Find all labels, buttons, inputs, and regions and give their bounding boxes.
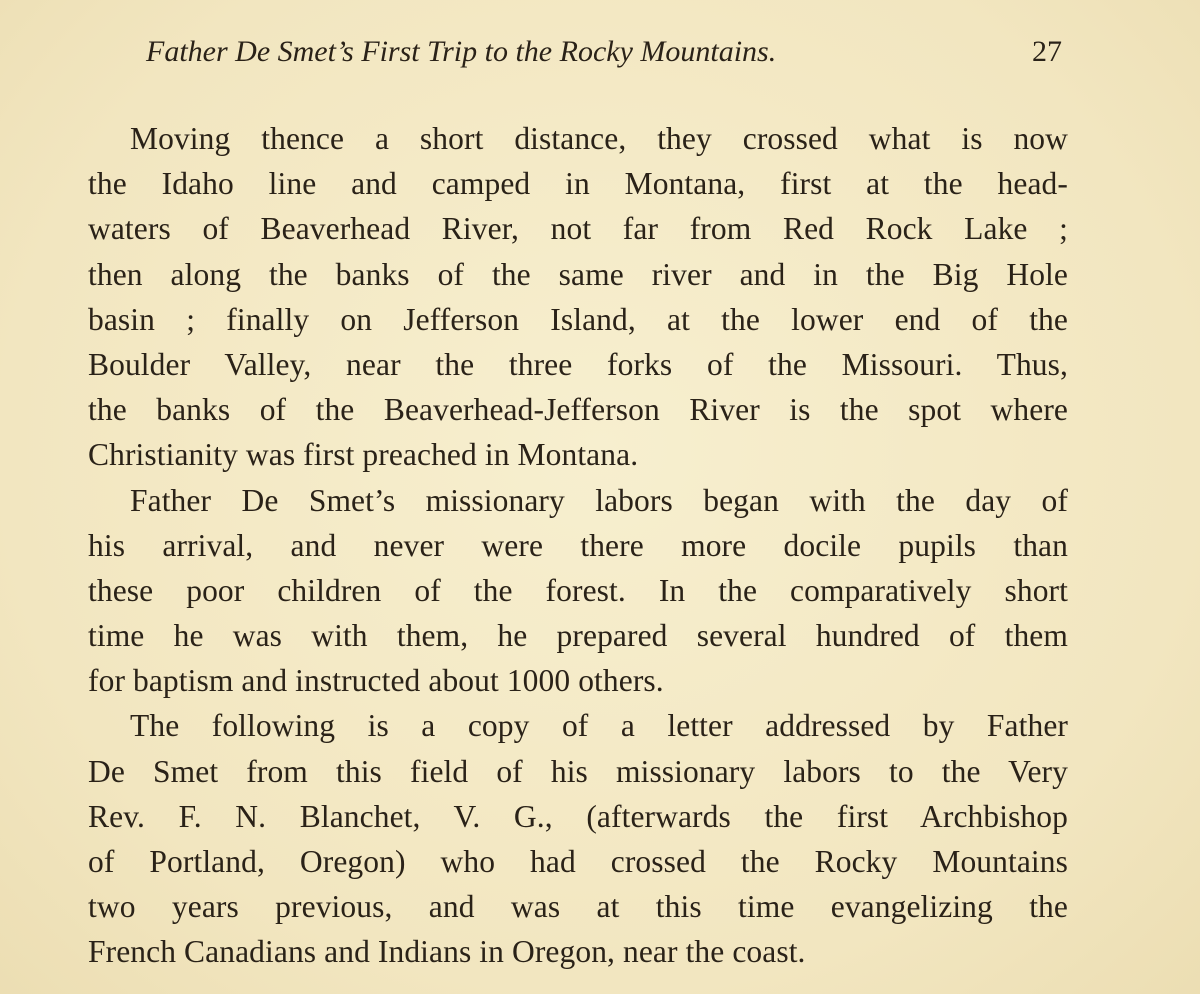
text-line: Rev. F. N. Blanchet, V. G., (afterwards the first Archbishop bbox=[88, 798, 1068, 834]
text-line: The following is a copy of a letter addressed by Father bbox=[130, 708, 1068, 744]
text-line: Father De Smet’s missionary labors began with the day of bbox=[130, 482, 1068, 518]
text-line: time he was with them, he prepared several hundred of them bbox=[88, 618, 1068, 654]
text-line: the Idaho line and camped in Montana, first at the head- bbox=[88, 166, 1068, 202]
text-line: waters of Beaverhead River, not far from Red Rock Lake ; bbox=[88, 211, 1068, 247]
text-line: his arrival, and never were there more docile pupils than bbox=[88, 527, 1068, 563]
text-line: Moving thence a short distance, they crossed what is now bbox=[130, 121, 1068, 156]
text-line: these poor children of the forest. In the comparatively short bbox=[88, 572, 1068, 608]
paragraph-2 bbox=[88, 478, 1068, 704]
running-title: Father De Smet’s First Trip to the Rocky Mountains. bbox=[146, 35, 777, 68]
paragraph-1 bbox=[88, 116, 1068, 478]
text-line: basin ; finally on Jefferson Island, at the lower end of the bbox=[88, 301, 1068, 337]
text-line: then along the banks of the same river and in the Big Hole bbox=[88, 256, 1068, 292]
text-line: for baptism and instructed about 1000 others. bbox=[88, 663, 664, 699]
text-line: Christianity was first preached in Montana. bbox=[88, 437, 639, 473]
text-line: De Smet from this field of his missionary labors to the Very bbox=[88, 753, 1068, 789]
running-head bbox=[140, 30, 1080, 74]
body-text bbox=[88, 116, 1068, 975]
paragraph-3 bbox=[88, 703, 1068, 974]
text-line: of Portland, Oregon) who had crossed the Rocky Mountains bbox=[88, 844, 1068, 879]
text-line: two years previous, and was at this time evangelizing the bbox=[88, 889, 1068, 925]
page-number: 27 bbox=[1032, 35, 1062, 68]
text-line: French Canadians and Indians in Oregon, near the coast. bbox=[88, 934, 806, 970]
text-line: the banks of the Beaverhead-Jefferson River is the spot where bbox=[88, 392, 1068, 428]
text-line: Boulder Valley, near the three forks of the Missouri. Thus, bbox=[88, 346, 1068, 382]
